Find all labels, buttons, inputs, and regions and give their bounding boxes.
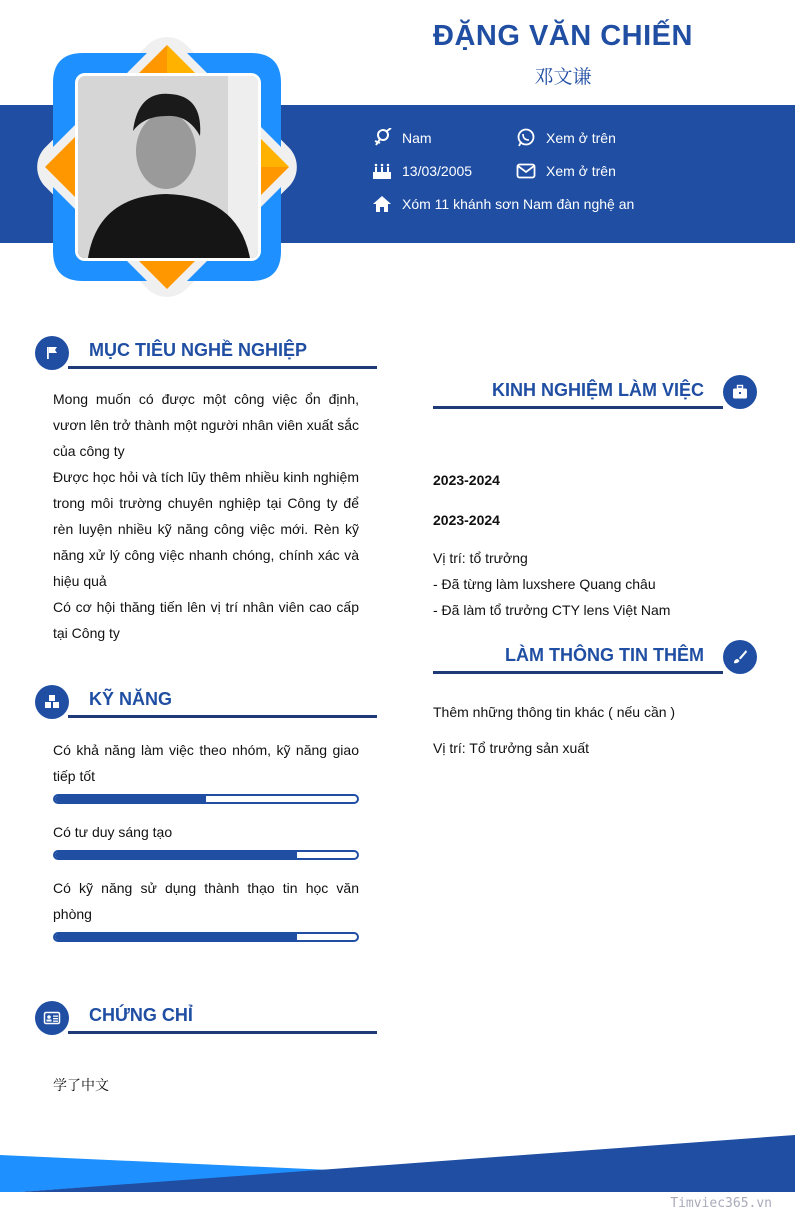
skill-bar [53,932,359,942]
certificates-section-icon [35,1001,69,1035]
objective-line: Có cơ hội thăng tiến lên vị trí nhân viên cao cấp tại Công ty [53,599,359,641]
whatsapp-icon [516,128,536,148]
home-icon [372,194,392,214]
gender-icon [372,128,392,148]
experience-period: 2023-2024 [433,472,500,488]
skill-label: Có khả năng làm việc theo nhóm, kỹ năng giao tiếp tốt [53,742,359,784]
skill-label: Có tư duy sáng tạo [53,824,173,840]
experience-section-icon [723,375,757,409]
skill-bar [53,850,359,860]
experience-line: - Đã từng làm luxshere Quang châu [433,576,656,592]
extra-line: Thêm những thông tin khác ( nếu cần ) [433,704,676,720]
birthday-value: 13/03/2005 [402,163,473,179]
birthday-item [372,161,472,181]
experience-line: - Đã làm tổ trưởng CTY lens Việt Nam [433,602,671,618]
extra-divider [433,671,723,674]
certificate-text: 学了中文 [53,1077,109,1093]
avatar [75,73,261,261]
gender-item [372,128,432,148]
experience-line: Vị trí: tổ trưởng [433,550,528,566]
watermark: Timviec365.vn [670,1196,772,1211]
objective-line: Được học hỏi và tích lũy thêm nhiều kinh nghiệm trong môi trường chuyên nghiệp tại Công ty để rèn luyện nhiều kỹ năng công việc mới. Rèn kỹ năng xử lý công việc nhanh chóng, chính xác và hiệu quả [53,469,359,589]
objective-line: Mong muốn có được một công việc ổn định, vươn lên trở thành một người nhân viên xuất sắc của công ty [53,391,359,459]
skill-label: Có kỹ năng sử dụng thành thạo tin học văn phòng [53,880,359,922]
certificates-title: CHỨNG CHỈ [89,1005,193,1025]
objective-title: MỤC TIÊU NGHỀ NGHIỆP [89,340,308,360]
extra-section-icon [723,640,757,674]
address-item [372,194,634,214]
gender-value: Nam [402,130,432,146]
address-value: Xóm 11 khánh sơn Nam đàn nghệ an [402,196,635,212]
skills-title: KỸ NĂNG [89,689,173,709]
email-item [516,161,616,181]
envelope-icon [516,161,536,181]
footer-wave [0,1130,800,1200]
skill-bar [53,794,359,804]
experience-divider [433,406,723,409]
full-name: ĐẶNG VĂN CHIẾN [433,20,693,52]
phone-value: Xem ở trên [546,130,616,146]
skills-divider [68,715,377,718]
skill-bar-fill [55,796,206,802]
objective-text [53,386,359,646]
objective-divider [68,366,377,369]
objective-section-icon [35,336,69,370]
skill-bar-fill [55,852,297,858]
skill-bar-fill [55,934,297,940]
cubes-icon [43,693,61,711]
paint-brush-icon [731,648,749,666]
id-card-icon [43,1009,61,1027]
extra-line: Vị trí: Tổ trưởng sản xuất [433,740,590,756]
experience-title: KINH NGHIỆM LÀM VIỆC [491,380,704,400]
skills-section-icon [35,685,69,719]
flag-icon [43,344,61,362]
certificates-divider [68,1031,377,1034]
birthday-cake-icon [372,161,392,181]
email-value: Xem ở trên [546,163,616,179]
briefcase-icon [731,383,749,401]
extra-title: LÀM THÔNG TIN THÊM [505,645,704,665]
chinese-name: 邓文谦 [534,67,592,88]
phone-item [516,128,616,148]
experience-period: 2023-2024 [433,512,500,528]
